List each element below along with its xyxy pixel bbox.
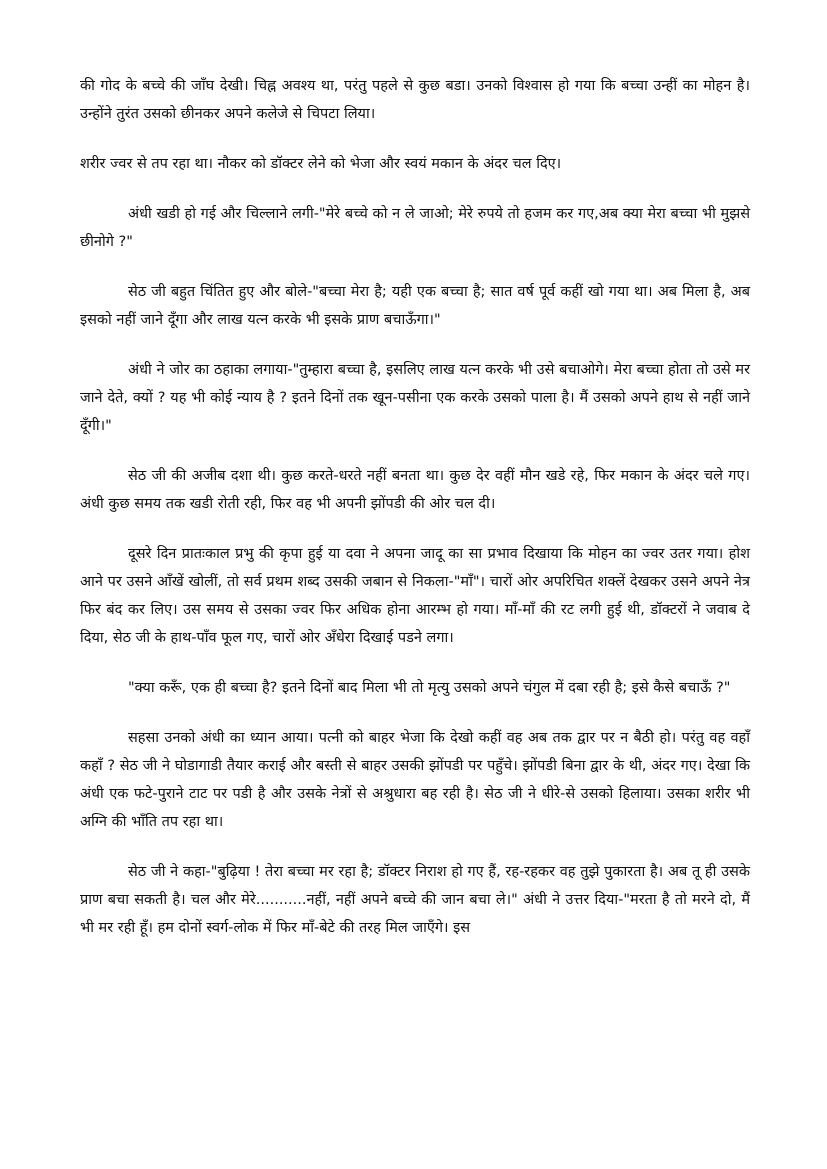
paragraph-6: सेठ जी की अजीब दशा थी। कुछ करते-धरते नहीं बनता था। कुछ देर वहीं मौन खडे रहे, फिर मकान के अंदर चले गए। अंधी कुछ समय तक खडी रोती रही, फिर वह भी अपनी झोंपडी की ओर चल दी।	[80, 468, 750, 512]
paragraph-2: शरीर ज्वर से तप रहा था। नौकर को डॉक्टर लेने को भेजा और स्वयं मकान के अंदर चल दिए।	[80, 156, 562, 172]
paragraph-8: "क्या करूँ, एक ही बच्चा है? इतने दिनों बाद मिला भी तो मृत्यु उसको अपने चंगुल में दबा रही है; इसे कैसे बचाऊँ ?"	[128, 680, 731, 696]
paragraph-9: सहसा उनको अंधी का ध्यान आया। पत्नी को बाहर भेजा कि देखो कहीं वह अब तक द्वार पर न बैठी हो। परंतु वह वहाँ कहाँ ? सेठ जी ने घोडागाडी तैयार कराई और बस्ती से बाहर उसकी झोंपडी पर पहुँचे। झोंपडी बिना द्वार के थी, अंदर गए। देखा कि अंधी एक फटे-पुराने टाट पर पडी है और उसके नेत्रों से अश्रुधारा बह रही है। सेठ जी ने धीरे-से उसको हिलाया। उसका शरीर भी अग्नि की भाँति तप रहा था।	[80, 730, 750, 830]
paragraph-5: अंधी ने जोर का ठहाका लगाया-"तुम्हारा बच्चा है, इसलिए लाख यत्न करके भी उसे बचाओगे। मेरा बच्चा होता तो उसे मर जाने देते, क्यों ? यह भी कोई न्याय है ? इतने दिनों तक खून-पसीना एक करके उसको पाला है। मैं उसको अपने हाथ से नहीं जाने दूँगी।"	[80, 362, 750, 434]
paragraph-4: सेठ जी बहुत चिंतित हुए और बोले-"बच्चा मेरा है; यही एक बच्चा है; सात वर्ष पूर्व कहीं खो गया था। अब मिला है, अब इसको नहीं जाने दूँगा और लाख यत्न करके भी इसके प्राण बचाऊँगा।"	[80, 284, 750, 328]
paragraph-1: की गोद के बच्चे की जाँघ देखी। चिह्न अवश्य था, परंतु पहले से कुछ बडा। उनको विश्वास हो गया कि बच्चा उन्हीं का मोहन है। उन्होंने तुरंत उसको छीनकर अपने कलेजे से चिपटा लिया।	[80, 78, 750, 122]
document-body	[80, 72, 750, 964]
paragraph-10: सेठ जी ने कहा-"बुढ़िया ! तेरा बच्चा मर रहा है; डॉक्टर निराश हो गए हैं, रह-रहकर वह तुझे पुकारता है। अब तू ही उसके प्राण बचा सकती है। चल और मेरे...........नहीं, नहीं अपने बच्चे की जान बचा ले।" अंधी ने उत्तर दिया-"मरता है तो मरने दो, मैं भी मर रही हूँ। हम दोनों स्वर्ग-लोक में फिर माँ-बेटे की तरह मिल जाएँगे। इस	[80, 864, 750, 936]
paragraph-7: दूसरे दिन प्रातःकाल प्रभु की कृपा हुई या दवा ने अपना जादू का सा प्रभाव दिखाया कि मोहन का ज्वर उतर गया। होश आने पर उसने आँखें खोलीं, तो सर्व प्रथम शब्द उसकी जबान से निकला-"माँ"। चारों ओर अपरिचित शक्लें देखकर उसने अपने नेत्र फिर बंद कर लिए। उस समय से उसका ज्वर फिर अधिक होना आरम्भ हो गया। माँ-माँ की रट लगी हुई थी, डॉक्टरों ने जवाब दे दिया, सेठ जी के हाथ-पाँव फूल गए, चारों ओर अँधेरा दिखाई पडने लगा।	[80, 546, 750, 646]
paragraph-3: अंधी खडी हो गई और चिल्लाने लगी-"मेरे बच्चे को न ले जाओ; मेरे रुपये तो हजम कर गए,अब क्या मेरा बच्चा भी मुझसे छीनोगे ?"	[80, 206, 750, 250]
